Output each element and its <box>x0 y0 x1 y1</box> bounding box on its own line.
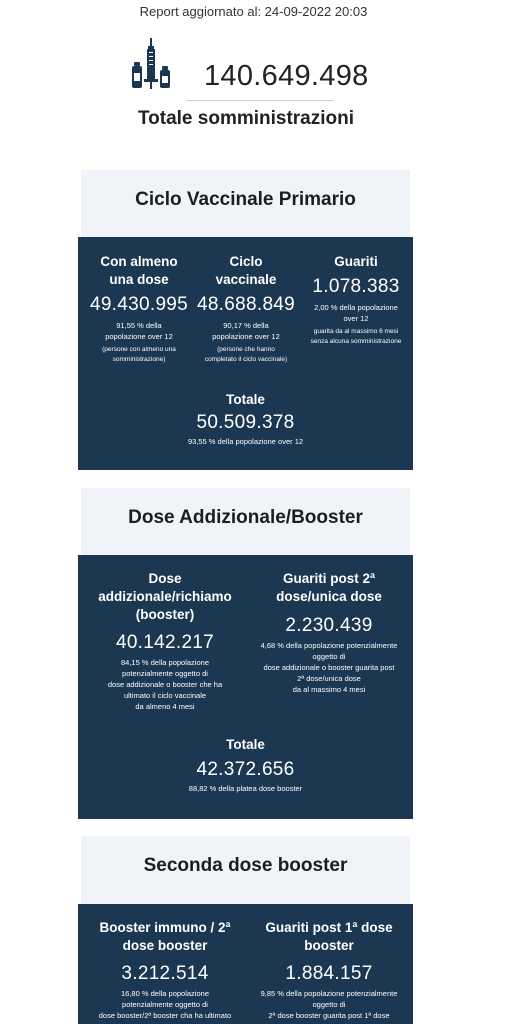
stat-value: 3.212.514 <box>121 963 209 984</box>
stat-title: Con almeno una dose <box>100 254 178 287</box>
stat-almeno-una-dose <box>82 253 196 365</box>
section-title-primary-cycle: Ciclo Vaccinale Primario <box>81 170 410 237</box>
stat-value: 42.372.656 <box>196 759 295 780</box>
stat-note: 2,00 % della popolazione over 12 <box>314 303 398 323</box>
stat-totale-booster <box>78 736 413 794</box>
section-title-booster: Dose Addizionale/Booster <box>81 488 410 555</box>
stat-guariti-post-seconda <box>248 570 410 695</box>
stat-title: Guariti <box>334 254 378 269</box>
stat-note: 93,55 % della popolazione over 12 <box>187 437 304 446</box>
stat-title: Booster immuno / 2ª dose booster <box>99 920 231 953</box>
stat-value: 48.688.849 <box>196 294 296 315</box>
second-booster-panel <box>78 904 413 1024</box>
primary-cycle-panel <box>78 237 413 470</box>
stat-note: 4,68 % della popolazione potenzialmente oggetto di dose addizionale o booster guarita post 2ª dose/unica dose da al massimo 4 mesi <box>260 641 398 694</box>
stat-subnote: guarita da al massimo 6 mesi senza alcuna somministrazione <box>310 328 402 345</box>
booster-panel <box>78 555 413 819</box>
report-updated-date: Report aggiornato al: 24-09-2022 20:03 <box>139 4 368 19</box>
stat-note: 91,55 % della popolazione over 12 <box>105 321 173 341</box>
stat-note: 9,85 % della popolazione potenzialmente oggetto di 2ª dose booster guarita post 1ª dose <box>260 989 398 1020</box>
total-administrations-label: Totale somministrazioni <box>137 108 355 129</box>
vaccine-syringe-vials-icon <box>131 38 175 90</box>
stat-title: Dose addizionale/richiamo (booster) <box>98 571 232 622</box>
stat-note: 88,82 % della platea dose booster <box>188 784 303 793</box>
stat-title: Totale <box>226 737 265 752</box>
stat-totale-primario <box>78 391 413 447</box>
stat-note: 16,80 % della popolazione potenzialmente oggetto di dose booster/2ª booster cha ha ultimato <box>98 989 232 1020</box>
stat-guariti-post-prima-booster <box>248 919 410 1021</box>
stat-title: Guariti post 1ª dose booster <box>265 920 393 953</box>
stat-dose-addizionale <box>88 570 242 712</box>
stat-value: 1.884.157 <box>285 963 373 984</box>
stat-guariti <box>301 253 411 347</box>
stat-title: Ciclo vaccinale <box>215 254 277 287</box>
stat-value: 50.509.378 <box>196 412 295 433</box>
section-title-second-booster: Seconda dose booster <box>81 836 410 904</box>
stat-value: 49.430.995 <box>89 294 189 315</box>
stat-subnote: (persone che hanno completato il ciclo vaccinale) <box>204 346 288 363</box>
stat-booster-immuno <box>88 919 242 1021</box>
stat-value: 40.142.217 <box>115 632 215 653</box>
stat-ciclo-vaccinale <box>192 253 300 365</box>
total-administrations-value: 140.649.498 <box>204 60 369 92</box>
stat-note: 84,15 % della popolazione potenzialmente oggetto di dose addizionale o booster che ha ultimato il ciclo vaccinale da almeno 4 mesi <box>107 658 223 711</box>
stat-note: 90,17 % della popolazione over 12 <box>212 321 280 341</box>
stat-title: Guariti post 2ª dose/unica dose <box>276 571 382 604</box>
stat-subnote: (persone con almeno una somministrazione) <box>102 346 176 363</box>
stat-value: 1.078.383 <box>312 276 400 297</box>
divider <box>186 100 334 101</box>
stat-value: 2.230.439 <box>285 615 373 636</box>
stat-title: Totale <box>226 392 265 407</box>
